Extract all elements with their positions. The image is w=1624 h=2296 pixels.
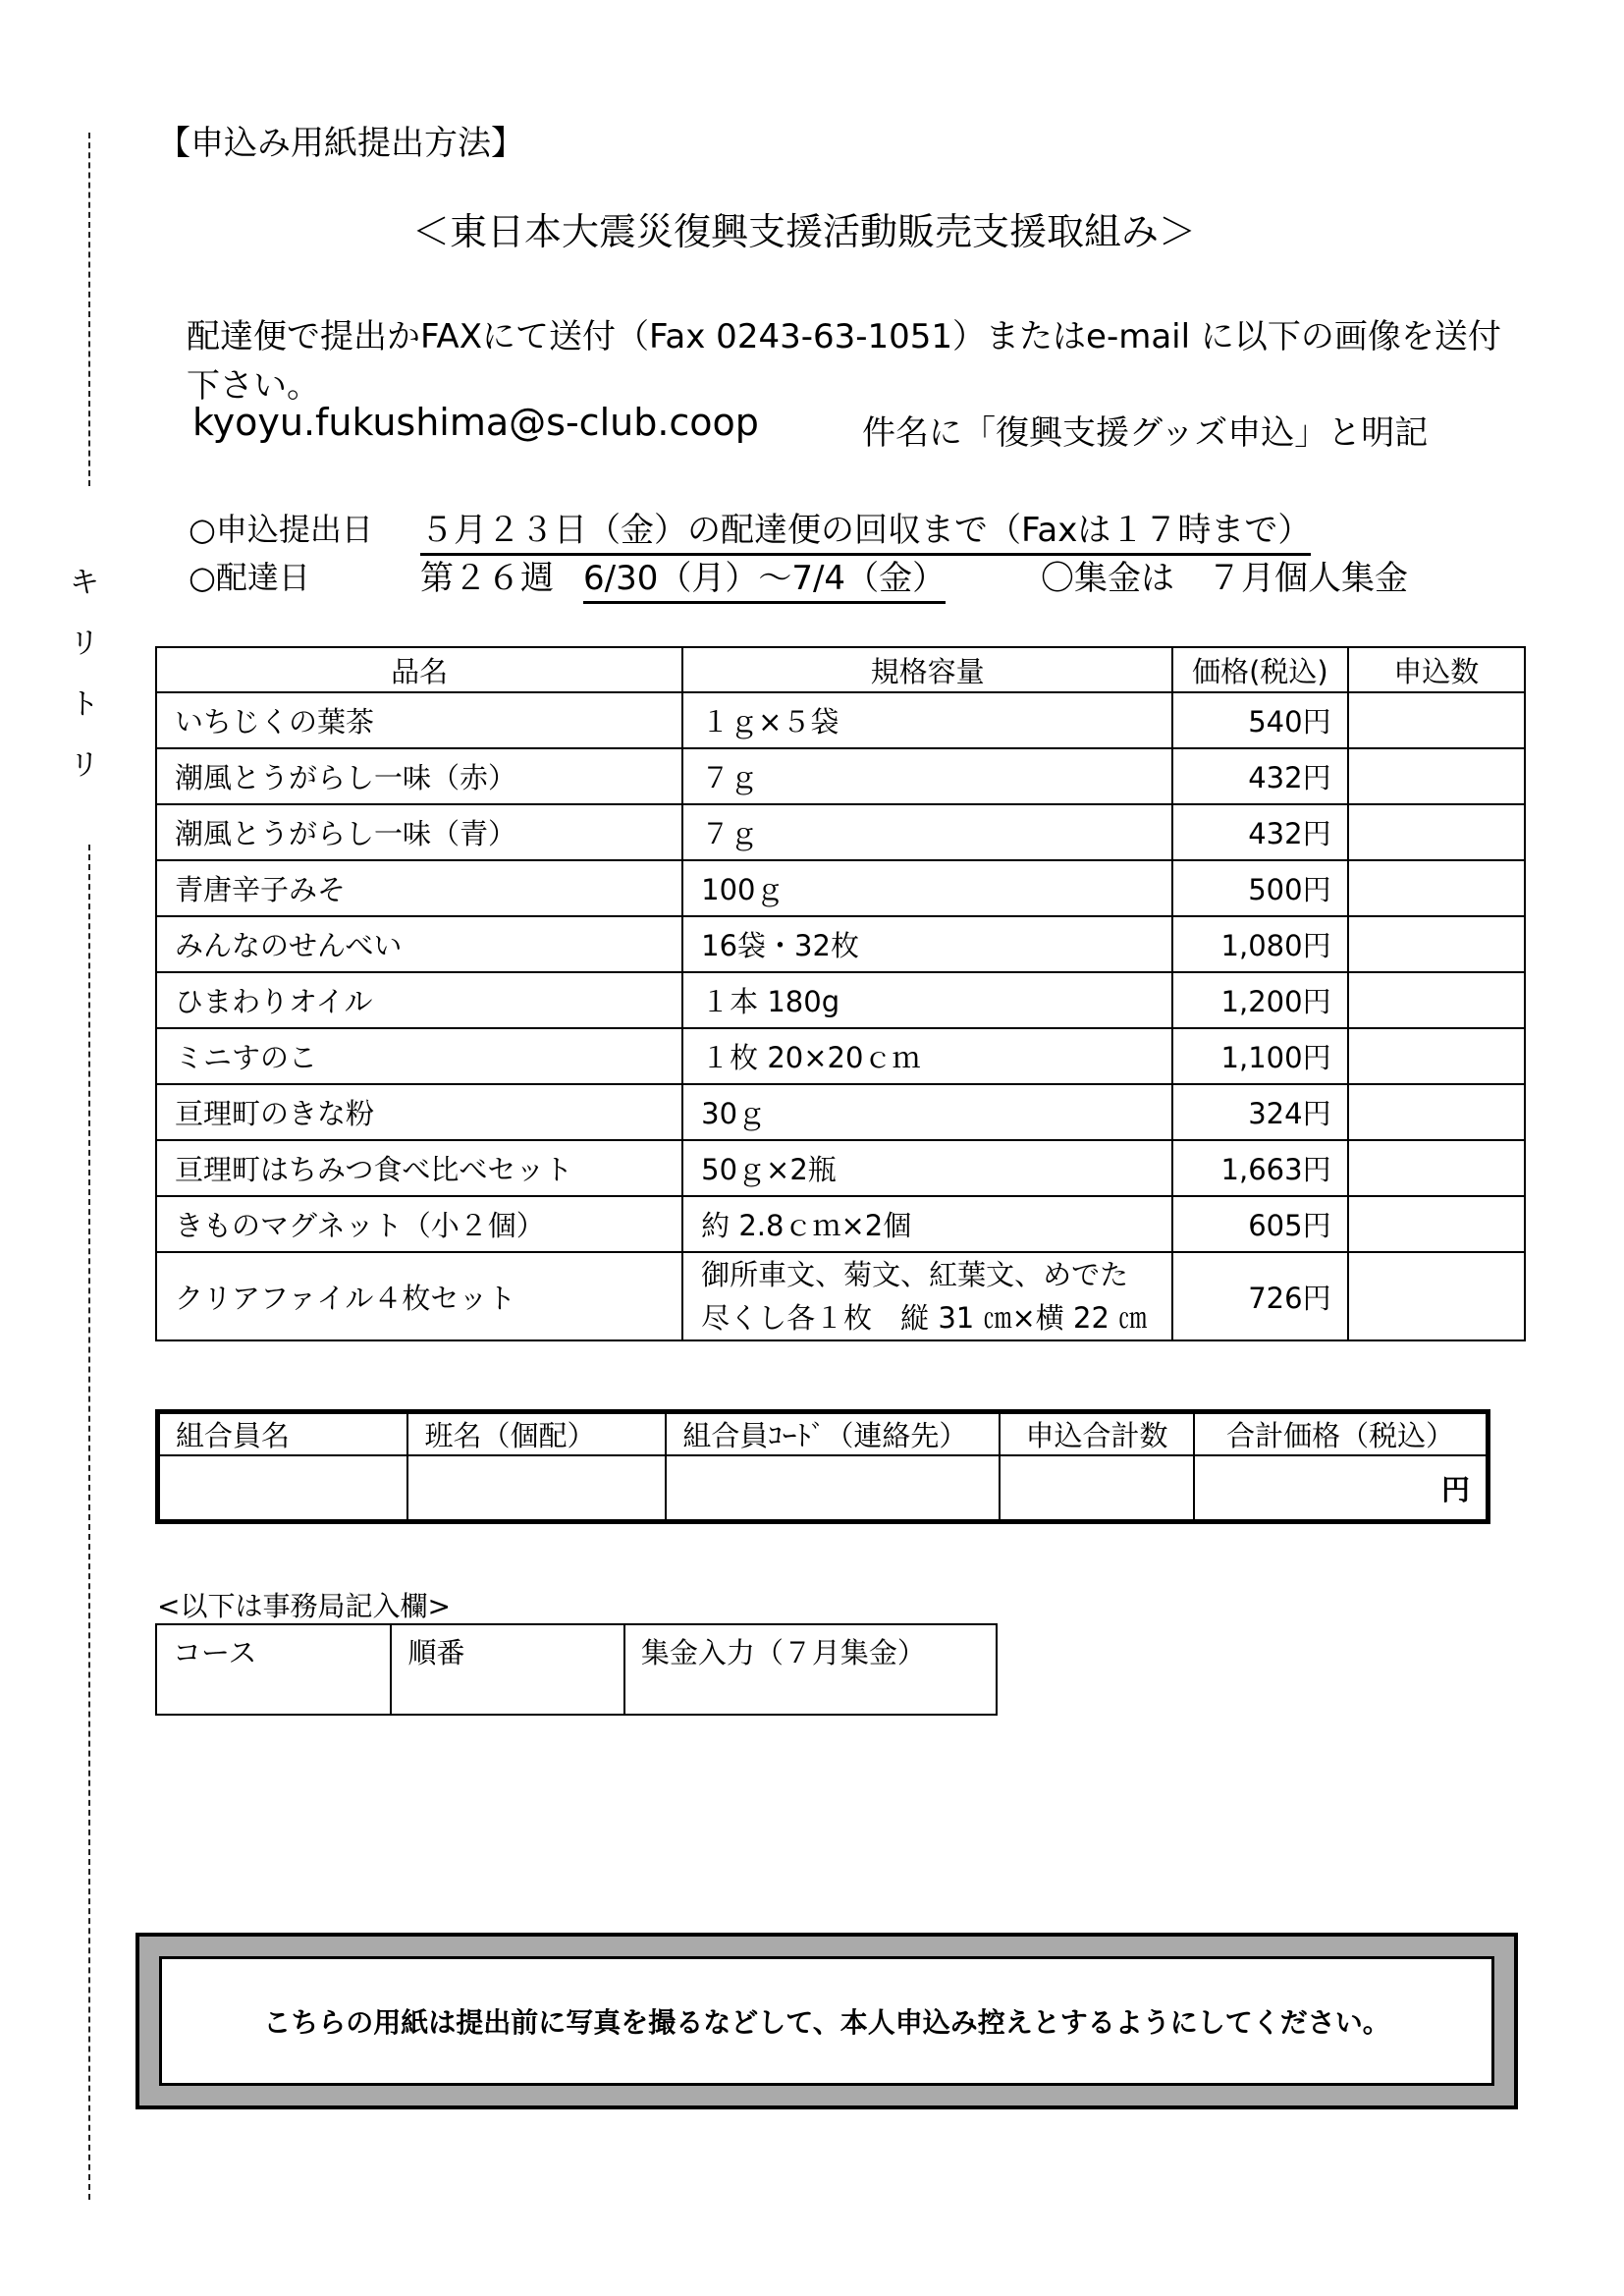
- quantity-field[interactable]: [1348, 860, 1525, 916]
- items-table: [155, 646, 1526, 1341]
- deadline-label: ○申込提出日: [189, 511, 373, 548]
- table-row: [156, 1196, 1525, 1252]
- quantity-field[interactable]: [1348, 1196, 1525, 1252]
- item-spec: ７ｇ: [682, 748, 1172, 804]
- table-row: [156, 804, 1525, 860]
- item-spec: 100ｇ: [682, 860, 1172, 916]
- item-price: 605円: [1172, 1196, 1347, 1252]
- item-name: ミニすのこ: [156, 1028, 682, 1084]
- group-name-field[interactable]: [407, 1455, 666, 1522]
- item-spec: １本 180g: [682, 972, 1172, 1028]
- item-name: クリアファイル４枚セット: [156, 1252, 682, 1340]
- item-price: 1,200円: [1172, 972, 1347, 1028]
- item-name: 潮風とうがらし一味（赤）: [156, 748, 682, 804]
- item-spec: 30ｇ: [682, 1084, 1172, 1140]
- cut-line-top: [88, 133, 90, 486]
- item-name: みんなのせんべい: [156, 916, 682, 972]
- quantity-field[interactable]: [1348, 916, 1525, 972]
- notice-box: [135, 1933, 1518, 2109]
- table-row: [156, 692, 1525, 748]
- item-name: 潮風とうがらし一味（青）: [156, 804, 682, 860]
- delivery-week: 第２６週: [420, 559, 554, 598]
- col-header-spec: 規格容量: [682, 647, 1172, 692]
- item-name: ひまわりオイル: [156, 972, 682, 1028]
- table-row: [156, 860, 1525, 916]
- item-price: 1,663円: [1172, 1140, 1347, 1196]
- summary-table: [155, 1409, 1490, 1524]
- table-row: [156, 916, 1525, 972]
- item-spec: [682, 1252, 1172, 1340]
- cut-char-2: リ: [70, 627, 99, 661]
- item-price: 432円: [1172, 748, 1347, 804]
- member-code-field[interactable]: [666, 1455, 999, 1522]
- quantity-field[interactable]: [1348, 1028, 1525, 1084]
- member-name-header: 組合員名: [158, 1412, 408, 1456]
- delivery-label: ○配達日: [189, 559, 310, 596]
- quantity-field[interactable]: [1348, 804, 1525, 860]
- office-table: [155, 1623, 998, 1716]
- subject-note: 件名に「復興支援グッズ申込」と明記: [862, 413, 1429, 453]
- summary-input-row: [158, 1455, 1489, 1522]
- course-cell: コース: [156, 1624, 391, 1715]
- item-name: 亘理町のきな粉: [156, 1084, 682, 1140]
- total-price-header: 合計価格（税込）: [1194, 1412, 1488, 1456]
- table-row: [156, 1028, 1525, 1084]
- table-row: [156, 1252, 1525, 1340]
- item-spec: ７ｇ: [682, 804, 1172, 860]
- yen-unit: 円: [1440, 1472, 1470, 1506]
- item-price: 726円: [1172, 1252, 1347, 1340]
- item-price: 1,100円: [1172, 1028, 1347, 1084]
- total-count-header: 申込合計数: [1000, 1412, 1195, 1456]
- member-code-header: 組合員ｺｰﾄﾞ（連絡先）: [666, 1412, 999, 1456]
- item-price: 432円: [1172, 804, 1347, 860]
- page-subtitle: ＜東日本大震災復興支援活動販売支援取組み＞: [412, 210, 1197, 253]
- cut-char-4: リ: [70, 748, 99, 783]
- email-address: kyoyu.fukushima@s-club.coop: [192, 401, 759, 444]
- quantity-field[interactable]: [1348, 692, 1525, 748]
- quantity-field[interactable]: [1348, 1252, 1525, 1340]
- item-spec: 16袋・32枚: [682, 916, 1172, 972]
- delivery-dates: 6/30（月）～7/4（金）: [583, 551, 946, 604]
- submission-instructions: 配達便で提出かFAXにて送付（Fax 0243-63-1051）またはe-mail に以下の画像を送付下さい。: [187, 317, 1501, 406]
- item-spec: １ｇ×５袋: [682, 692, 1172, 748]
- item-spec: １枚 20×20ｃｍ: [682, 1028, 1172, 1084]
- item-price: 500円: [1172, 860, 1347, 916]
- item-spec-line-2: 尽くし各１枚 縦 31 ㎝×横 22 ㎝: [701, 1301, 1148, 1335]
- items-header-row: [156, 647, 1525, 692]
- item-price: 540円: [1172, 692, 1347, 748]
- total-count-field[interactable]: [1000, 1455, 1195, 1522]
- group-name-header: 班名（個配）: [407, 1412, 666, 1456]
- deadline-value: ５月２３日（金）の配達便の回収まで（Faxは１７時まで）: [420, 503, 1311, 556]
- order-cell: 順番: [391, 1624, 623, 1715]
- summary-header-row: [158, 1412, 1489, 1456]
- total-price-field[interactable]: [1194, 1455, 1488, 1522]
- quantity-field[interactable]: [1348, 748, 1525, 804]
- notice-text: こちらの用紙は提出前に写真を撮るなどして、本人申込み控えとするようにしてください。: [159, 1956, 1494, 2086]
- item-spec: 約 2.8ｃｍ×2個: [682, 1196, 1172, 1252]
- item-name: 亘理町はちみつ食べ比べセット: [156, 1140, 682, 1196]
- collection-input-cell: 集金入力（７月集金）: [624, 1624, 997, 1715]
- item-spec-line-1: 御所車文、菊文、紅葉文、めでた: [701, 1258, 1129, 1291]
- col-header-quantity: 申込数: [1348, 647, 1525, 692]
- cut-char-3: ト: [70, 687, 99, 722]
- cut-line-bottom: [88, 845, 90, 2200]
- quantity-field[interactable]: [1348, 1084, 1525, 1140]
- quantity-field[interactable]: [1348, 1140, 1525, 1196]
- item-name: いちじくの葉茶: [156, 692, 682, 748]
- page-heading: 【申込み用紙提出方法】: [157, 124, 524, 163]
- item-name: きものマグネット（小２個）: [156, 1196, 682, 1252]
- item-price: 324円: [1172, 1084, 1347, 1140]
- table-row: [156, 972, 1525, 1028]
- col-header-name: 品名: [156, 647, 682, 692]
- collection-note: 〇集金は ７月個人集金: [1041, 559, 1408, 598]
- item-spec: 50ｇ×2瓶: [682, 1140, 1172, 1196]
- table-row: [156, 748, 1525, 804]
- item-name: 青唐辛子みそ: [156, 860, 682, 916]
- office-section-label: <以下は事務局記入欄>: [157, 1590, 451, 1622]
- table-row: [156, 1084, 1525, 1140]
- table-row: [156, 1140, 1525, 1196]
- quantity-field[interactable]: [1348, 972, 1525, 1028]
- col-header-price: 価格(税込): [1172, 647, 1347, 692]
- member-name-field[interactable]: [158, 1455, 408, 1522]
- office-row: [156, 1624, 997, 1715]
- item-price: 1,080円: [1172, 916, 1347, 972]
- cut-char-1: キ: [70, 566, 99, 600]
